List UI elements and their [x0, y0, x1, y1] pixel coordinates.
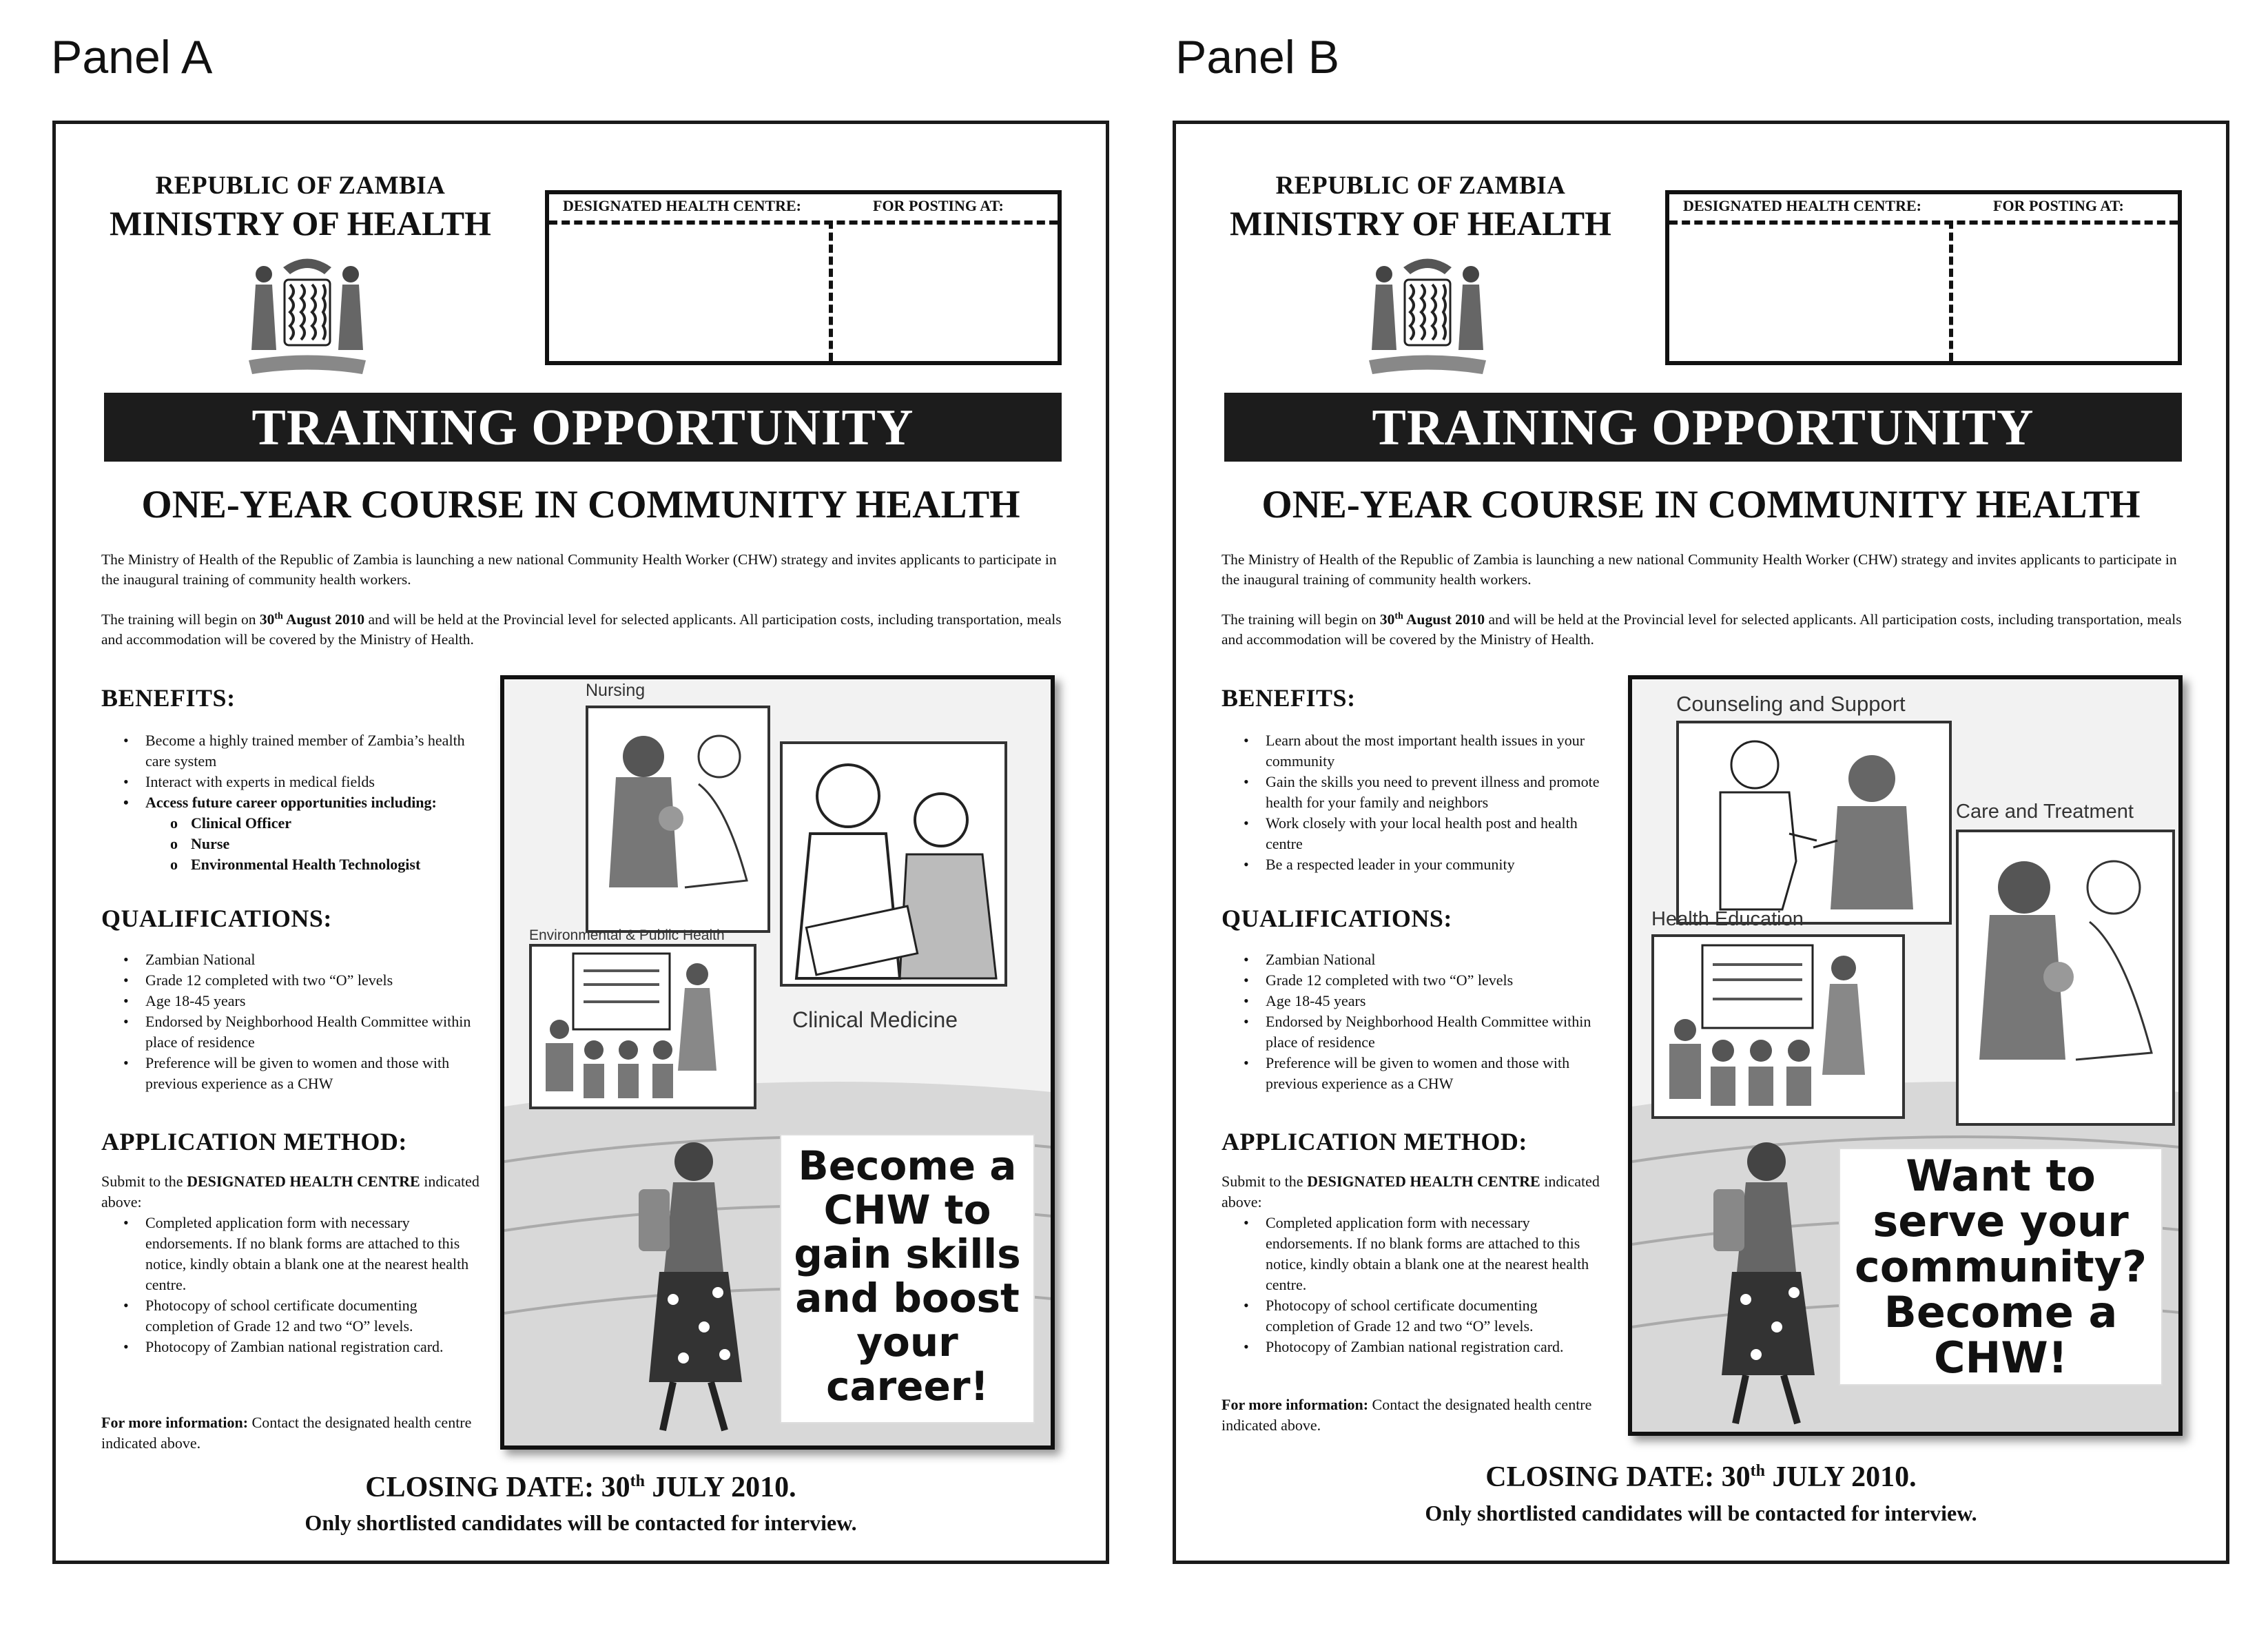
closing-date: CLOSING DATE: 30th JULY 2010.	[1485, 1461, 1917, 1493]
caption-care: Care and Treatment	[1956, 801, 2134, 823]
list-item: • Completed application form with necessary endorsements. If no blank forms are attached to this notice, kindly obtain a blank one at the nearest health centre.	[101, 1213, 487, 1295]
poster-panel-b	[1173, 121, 2229, 1564]
list-item: o Clinical Officer	[101, 813, 487, 834]
slogan-line: Become a	[798, 1142, 1017, 1189]
box-divider	[829, 220, 833, 361]
list-item: o Environmental Health Technologist	[101, 854, 487, 875]
ministry-header	[97, 171, 504, 243]
list-item: • Be a respected leader in your community	[1221, 854, 1607, 875]
slogan-box	[780, 1134, 1035, 1423]
intro-paragraph: The Ministry of Health of the Republic of Zambia is launching a new national Community Health Worker (CHW) strategy and invites applicants to participate in the inaugural training of community health workers.	[101, 551, 1057, 588]
list-item: • Access future career opportunities including:	[101, 792, 487, 813]
slogan-line: community?	[1854, 1242, 2147, 1292]
more-info: For more information: Contact the designated health centre indicated above.	[101, 1414, 472, 1452]
list-item: • Grade 12 completed with two “O” levels	[101, 970, 487, 991]
counseling-frame	[1676, 721, 1952, 925]
application-heading: APPLICATION METHOD:	[101, 1128, 407, 1155]
slogan-line: Become a	[1884, 1287, 2118, 1337]
list-item: • Zambian National	[101, 949, 487, 970]
care-frame	[1956, 830, 2175, 1126]
list-item: • Endorsed by Neighborhood Health Committee within place of residence	[101, 1011, 487, 1053]
coat-of-arms-icon	[1362, 247, 1493, 384]
list-item: • Age 18-45 years	[101, 991, 487, 1011]
benefits-list	[101, 730, 487, 875]
slogan-box	[1839, 1148, 2163, 1386]
posting-at-label: FOR POSTING AT:	[873, 197, 1004, 214]
benefits-heading: BENEFITS:	[101, 684, 236, 712]
caption-counseling: Counseling and Support	[1676, 692, 1906, 716]
ministry-title: MINISTRY OF HEALTH	[1230, 204, 1611, 243]
shortlist-note: Only shortlisted candidates will be contacted for interview.	[305, 1510, 857, 1535]
doctor-icon	[783, 744, 1004, 984]
qualifications-heading: QUALIFICATIONS:	[101, 905, 332, 932]
environmental-frame	[529, 944, 756, 1109]
slogan-line: and boost	[795, 1275, 1020, 1321]
intro-paragraph: The Ministry of Health of the Republic of Zambia is launching a new national Community Health Worker (CHW) strategy and invites applicants to participate in the inaugural training of community health workers.	[1221, 551, 2177, 588]
list-item: • Photocopy of Zambian national registration card.	[1221, 1337, 1607, 1357]
list-item: • Preference will be given to women and those with previous experience as a CHW	[1221, 1053, 1607, 1094]
box-divider	[1949, 220, 1953, 361]
list-item: • Become a highly trained member of Zambia’s health care system	[101, 730, 487, 772]
training-paragraph: The training will begin on 30th August 2010 and will be held at the Provincial level for selected applicants. All participation costs, including transportation, meals and accommodation will be covered by the Ministry of Health.	[101, 611, 1062, 648]
qualifications-heading: QUALIFICATIONS:	[1221, 905, 1452, 932]
application-list	[1221, 1213, 1607, 1357]
application-intro: Submit to the DESIGNATED HEALTH CENTRE indicated above:	[101, 1173, 480, 1211]
slogan-line: career!	[826, 1363, 989, 1410]
clinical-frame	[780, 741, 1007, 987]
health-education-icon	[1654, 937, 1902, 1116]
health-education-icon	[532, 947, 754, 1107]
nurse-icon	[588, 708, 767, 930]
list-item: • Interact with experts in medical fields	[101, 772, 487, 792]
list-item: • Photocopy of Zambian national registration card.	[101, 1337, 487, 1357]
list-item: • Completed application form with necessary endorsements. If no blank forms are attached to this notice, kindly obtain a blank one at the nearest health centre.	[1221, 1213, 1607, 1295]
list-item: • Work closely with your local health post and health centre	[1221, 813, 1607, 854]
more-info: For more information: Contact the designated health centre indicated above.	[1221, 1396, 1592, 1434]
box-divider	[549, 220, 1058, 225]
list-item: o Nurse	[101, 834, 487, 854]
illustration-panel	[1628, 675, 2183, 1436]
course-title: ONE-YEAR COURSE IN COMMUNITY HEALTH	[1261, 483, 2141, 526]
list-item: • Preference will be given to women and those with previous experience as a CHW	[101, 1053, 487, 1094]
republic-title: REPUBLIC OF ZAMBIA	[155, 172, 446, 200]
list-item: • Gain the skills you need to prevent illness and promote health for your family and neighbors	[1221, 772, 1607, 813]
counseling-icon	[1679, 723, 1949, 922]
caption-health-education: Health Education	[1651, 908, 1804, 930]
slogan-line: Want to	[1906, 1151, 2096, 1201]
course-title: ONE-YEAR COURSE IN COMMUNITY HEALTH	[141, 483, 1020, 526]
qualifications-list	[1221, 949, 1607, 1094]
application-list	[101, 1213, 487, 1357]
box-divider	[1669, 220, 2178, 225]
republic-title: REPUBLIC OF ZAMBIA	[1275, 172, 1566, 200]
training-paragraph: The training will begin on 30th August 2010 and will be held at the Provincial level for selected applicants. All participation costs, including transportation, meals and accommodation will be covered by the Ministry of Health.	[1221, 611, 2182, 648]
nurse-icon	[1959, 832, 2172, 1123]
list-item: • Learn about the most important health issues in your community	[1221, 730, 1607, 772]
designated-centre-label: DESIGNATED HEALTH CENTRE:	[563, 197, 801, 214]
coat-of-arms-icon	[242, 247, 373, 384]
qualifications-list	[101, 949, 487, 1094]
health-education-frame	[1651, 934, 1905, 1119]
slogan-line: gain skills	[794, 1231, 1021, 1277]
posting-at-label: FOR POSTING AT:	[1993, 197, 2124, 214]
slogan-line: CHW!	[1933, 1332, 2068, 1383]
application-intro: Submit to the DESIGNATED HEALTH CENTRE indicated above:	[1221, 1173, 1600, 1211]
designated-centre-box	[545, 190, 1062, 365]
benefits-heading: BENEFITS:	[1221, 684, 1356, 712]
application-heading: APPLICATION METHOD:	[1221, 1128, 1527, 1155]
poster-panel-a	[52, 121, 1109, 1564]
training-banner: TRAINING OPPORTUNITY	[104, 393, 1062, 462]
nursing-frame	[586, 706, 770, 933]
caption-environmental: Environmental & Public Health	[529, 927, 725, 943]
panel-b-label: Panel B	[1175, 31, 1340, 83]
ministry-title: MINISTRY OF HEALTH	[110, 204, 491, 243]
panel-a-label: Panel A	[51, 31, 213, 83]
designated-centre-label: DESIGNATED HEALTH CENTRE:	[1683, 197, 1921, 214]
ministry-header	[1217, 171, 1624, 243]
list-item: • Photocopy of school certificate documenting completion of Grade 12 and two “O” levels.	[1221, 1295, 1607, 1337]
designated-centre-box	[1665, 190, 2182, 365]
list-item: • Photocopy of school certificate documenting completion of Grade 12 and two “O” levels.	[101, 1295, 487, 1337]
slogan-line: your	[856, 1319, 958, 1366]
list-item: • Age 18-45 years	[1221, 991, 1607, 1011]
illustration-panel	[500, 675, 1055, 1450]
shortlist-note: Only shortlisted candidates will be contacted for interview.	[1425, 1501, 1977, 1525]
benefits-list	[1221, 730, 1607, 875]
training-banner: TRAINING OPPORTUNITY	[1224, 393, 2182, 462]
slogan-line: serve your	[1873, 1196, 2129, 1246]
slogan-line: CHW to	[823, 1186, 991, 1233]
closing-date: CLOSING DATE: 30th JULY 2010.	[365, 1472, 796, 1503]
list-item: • Grade 12 completed with two “O” levels	[1221, 970, 1607, 991]
caption-nursing: Nursing	[586, 681, 646, 700]
caption-clinical: Clinical Medicine	[792, 1007, 958, 1032]
list-item: • Endorsed by Neighborhood Health Committee within place of residence	[1221, 1011, 1607, 1053]
list-item: • Zambian National	[1221, 949, 1607, 970]
